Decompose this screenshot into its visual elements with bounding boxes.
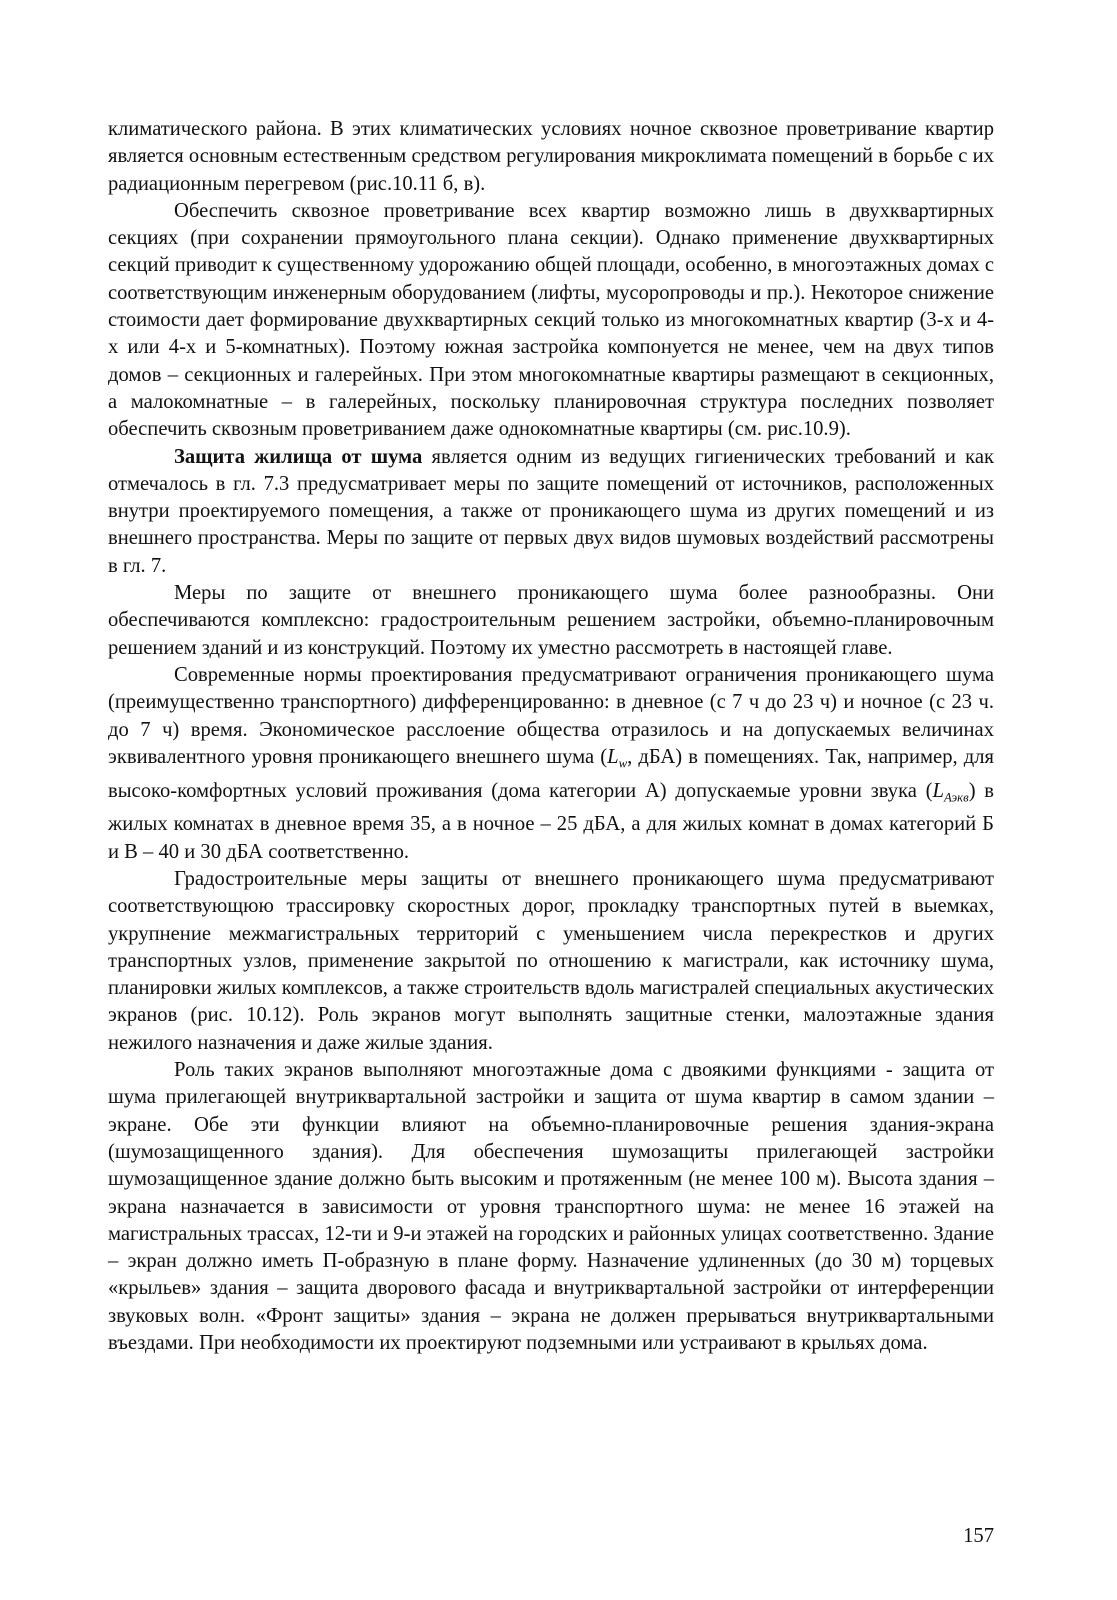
symbol-lw-letter: L — [607, 745, 619, 768]
symbol-laekv — [932, 779, 969, 805]
symbol-laekv-letter: L — [932, 779, 944, 802]
paragraph-5-part-a: Современные нормы проектирования предусматривают ограничения проникающего шума (преимущественно транспортного) дифференцированно: в дневное (с 7 ч до 23 ч) и ночное (с 23 ч. до 7 ч) время. Экономическое расслоение общества отразилось и на допускаемых величинах эквивалентного уровня проникающего внешнего шума ( — [108, 663, 994, 768]
symbol-laekv-subscript: Аэкв — [943, 790, 969, 805]
paragraph-6: Градостроительные меры защиты от внешнего проникающего шума предусматривают соответствующюю трассировку скоростных дорог, прокладку транспортных путей в выемках, укрупнение межмагистральных территорий с уменьшением числа перекрестков и других транспортных узлов, применение закрытой по отношению к магистрали, как источнику шума, планировки жилых комплексов, а также строительств вдоль магистралей специальных акустических экранов (рис. 10.12). Роль экранов могут выполнять защитные стенки, малоэтажные здания нежилого назначения и даже жилые здания. — [108, 867, 994, 1054]
symbol-lw-subscript: w — [618, 756, 628, 771]
paragraph-3-text: является одним из ведущих гигиенических требований и как отмечалось в гл. 7.3 предусматривает меры по защите помещений от источников, расположенных внутри проектируемого помещения, а также от проникающего шума из других помещений и из внешнего пространства. Меры по защите от первых двух видов шумовых воздействий рассмотрены в гл. 7. — [108, 445, 994, 577]
paragraph-2: Обеспечить сквозное проветривание всех квартир возможно лишь в двухквартирных секциях (при сохранении прямоугольного плана секции). Однако применение двухквартирных секций приводит к существенному удорожанию общей площади, особенно, в многоэтажных домах с соответствующим инженерным оборудованием (лифты, мусоропроводы и пр.). Некоторое снижение стоимости дает формирование двухквартирных секций только из многокомнатных квартир (3-х и 4-х или 4-х и 5-комнатных). Поэтому южная застройка компонуется не менее, чем на двух типов домов – секционных и галерейных. При этом многокомнатные квартиры размещают в секционных, а малокомнатные – в галерейных, поскольку планировочная структура последних позволяет обеспечить сквозным проветриванием даже однокомнатные квартиры (см. рис.10.9). — [108, 199, 994, 441]
page-number: 157 — [963, 1525, 994, 1547]
paragraph-5-part-c: ) в жилых комнатах в дневное время 35, а в ночное – 25 дБА, а для жилых комнат в домах категорий Б и В – 40 и 30 дБА соответственно. — [108, 779, 994, 863]
paragraph-1: климатического района. В этих климатических условиях ночное сквозное проветривание квартир является основным естественным средством регулирования микроклимата помещений в борьбе с их радиационным перегревом (рис.10.11 б, в). — [108, 118, 994, 195]
page-body — [108, 116, 994, 1357]
paragraph-4: Меры по защите от внешнего проникающего шума более разнообразны. Они обеспечиваются комплексно: градостроительным решением застройки, объемно-планировочным решением зданий и из конструкций. Поэтому их уместно рассмотреть в настоящей главе. — [108, 582, 994, 659]
paragraph-5-part-b: , дБА) в помещениях. Так, например, для высоко-комфортных условий проживания (дома категории А) допускаемые уровни звука ( — [108, 745, 995, 802]
section-heading-noise-protection: Защита жилища от шума — [174, 445, 423, 468]
paragraph-3 — [108, 444, 994, 580]
paragraph-7: Роль таких экранов выполняют многоэтажные дома с двоякими функциями - защита от шума прилегающей внутриквартальной застройки и защита от шума квартир в самом здании – экране. Обе эти функции влияют на объемно-планировочные решения здания-экрана (шумозащищенного здания). Для обеспечения шумозащиты прилегающей застройки шумозащищенное здание должно быть высоким и протяженным (не менее 100 м). Высота здания – экрана назначается в зависимости от уровня транспортного шума: не менее 16 этажей на магистральных трассах, 12-ти и 9-и этажей на городских и районных улицах соответственно. Здание – экран должно иметь П-образную в плане форму. Назначение удлиненных (до 30 м) торцевых «крыльев» здания – защита дворового фасада и внутриквартальной застройки от интерференции звуковых волн. «Фронт защиты» здания – экрана не должен прерываться внутриквартальными въездами. При необходимости их проектируют подземными или устраивают в крыльях дома. — [108, 1059, 994, 1354]
symbol-lw — [607, 745, 628, 771]
paragraph-5 — [108, 662, 994, 866]
